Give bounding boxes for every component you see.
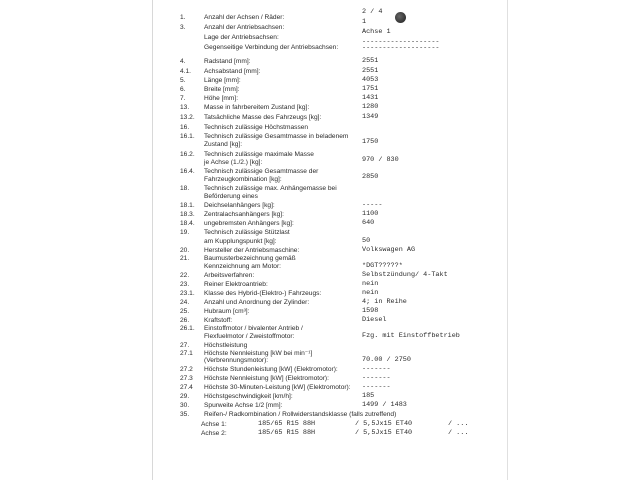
punch-hole-icon [395, 12, 406, 23]
row-value: Diesel [362, 316, 387, 324]
row-label: (Verbrennungsmotor): [204, 357, 269, 364]
row-label: Kraftstoff: [204, 317, 233, 324]
row-label: Einstoffmotor / bivalenter Antrieb / [204, 325, 303, 332]
row-label: Zustand [kg]: [204, 141, 243, 148]
row-label: Tatsächliche Masse des Fahrzeugs [kg]: [204, 114, 322, 121]
tire-axle-1-extra: / ... [448, 420, 469, 428]
row-number: 18.1. [180, 202, 195, 209]
row-number: 16. [180, 124, 190, 131]
row-number: 23.1. [180, 290, 195, 297]
drive-axle-link-value-2: ------------------- [362, 44, 440, 52]
row-value: 2551 [362, 57, 379, 65]
row-value: Selbstzündung/ 4-Takt [362, 271, 448, 279]
row-value: 1349 [362, 113, 379, 121]
row-number: 22. [180, 272, 190, 279]
row-label: Höchste Nennleistung [kW] (Elektromotor): [204, 375, 329, 382]
row-label: Achsabstand [mm]: [204, 68, 261, 75]
row-label: Technisch zulässige Höchstmassen [204, 124, 309, 131]
tire-axle-2-size: 185/65 R15 88H [258, 429, 316, 437]
row-value: 1750 [362, 138, 379, 146]
row-label: ungebremsten Anhängers [kg]: [204, 220, 294, 227]
row-number: 18.3. [180, 211, 195, 218]
row-value: nein [362, 289, 379, 297]
row-label: Breite [mm]: [204, 86, 240, 93]
row-number: 26.1. [180, 325, 195, 332]
row-label: Technisch zulässige Gesamtmasse der [204, 168, 319, 175]
row-number: 1. [180, 14, 186, 21]
row-label: Flexfuelmotor / Zweistoffmotor: [204, 333, 295, 340]
row-value: ----- [362, 201, 383, 209]
row-value: 185 [362, 392, 375, 400]
row-number: 27.3 [180, 375, 193, 382]
row-label: Arbeitsverfahren: [204, 272, 255, 279]
row-number: 26. [180, 317, 190, 324]
row-value: 4; in Reihe [362, 298, 407, 306]
row-value: 2850 [362, 173, 379, 181]
row-label: Anzahl der Antriebsachsen: [204, 24, 285, 31]
row-number: 24. [180, 299, 190, 306]
row-label: Radstand [mm]: [204, 58, 251, 65]
row-number: 16.1. [180, 133, 195, 140]
row-number: 25. [180, 308, 190, 315]
row-value: 4053 [362, 76, 379, 84]
row-number: 3. [180, 24, 186, 31]
row-number: 5. [180, 77, 186, 84]
row-label: Fahrzeugkombination [kg]: [204, 176, 282, 183]
row-number: 23. [180, 281, 190, 288]
row-label: Klasse des Hybrid-(Elektro-) Fahrzeugs: [204, 290, 322, 297]
row-label: Reiner Elektroantrieb: [204, 281, 268, 288]
row-number: 27. [180, 342, 190, 349]
row-label: Reifen-/ Radkombination / Rollwiderstandsklasse (falls zutreffend) [204, 411, 397, 418]
row-label: Höhe [mm]: [204, 95, 239, 102]
tire-axle-2-rim: / 5,5Jx15 ET40 [355, 429, 413, 437]
row-value: nein [362, 280, 379, 288]
row-number: 18. [180, 185, 190, 192]
axle-wheel-value: 2 / 4 [362, 8, 383, 16]
row-number: 30. [180, 402, 190, 409]
row-value: ------- [362, 383, 391, 391]
row-label: Länge [mm]: [204, 77, 241, 84]
row-value: Fzg. mit Einstoffbetrieb [362, 332, 460, 340]
tire-axle-2-label: Achse 2: [201, 430, 227, 437]
row-label: Anzahl und Anordnung der Zylinder: [204, 299, 310, 306]
drive-axle-link-value: ------------------- [362, 38, 440, 46]
row-label: Gegenseitige Verbindung der Antriebsachsen: [204, 44, 339, 51]
row-number: 13.2. [180, 114, 195, 121]
row-number: 4.1. [180, 68, 191, 75]
row-label: Anzahl der Achsen / Räder: [204, 14, 285, 21]
tire-axle-1-rim: / 5,5Jx15 ET40 [355, 420, 413, 428]
row-label: Deichselanhängers [kg]: [204, 202, 275, 209]
row-label: Höchste 30-Minuten-Leistung [kW] (Elektromotor): [204, 384, 351, 391]
row-label: Hubraum [cm³]: [204, 308, 250, 315]
row-number: 35. [180, 411, 190, 418]
row-value: Volkswagen AG [362, 246, 416, 254]
drive-axle-position-value: Achse 1 [362, 28, 391, 36]
row-number: 13. [180, 104, 190, 111]
row-number: 16.2. [180, 151, 195, 158]
row-value: 2551 [362, 67, 379, 75]
row-value: 970 / 830 [362, 156, 399, 164]
row-value: 1100 [362, 210, 379, 218]
row-label: am Kupplungspunkt [kg]: [204, 238, 277, 245]
row-number: 20. [180, 247, 190, 254]
row-label: Höchste Nennleistung [kW bei min⁻¹] [204, 350, 313, 357]
row-value: ------- [362, 365, 391, 373]
row-number: 29. [180, 393, 190, 400]
tire-axle-1-size: 185/65 R15 88H [258, 420, 316, 428]
tire-axle-2-extra: / ... [448, 429, 469, 437]
row-label: Höchstgeschwindigkeit [km/h]: [204, 393, 293, 400]
row-label: Technisch zulässige Stützlast [204, 229, 290, 236]
row-value: 1598 [362, 307, 379, 315]
row-label: Technisch zulässige Gesamtmasse in beladenem [204, 133, 349, 140]
row-number: 18.4. [180, 220, 195, 227]
row-label: Lage der Antriebsachsen: [204, 34, 279, 41]
row-label: Spurweite Achse 1/2 [mm]: [204, 402, 283, 409]
row-label: Hersteller der Antriebsmaschine: [204, 247, 300, 254]
row-number: 21. [180, 255, 190, 262]
row-value: 50 [362, 237, 371, 245]
row-number: 16.4. [180, 168, 195, 175]
row-label: Höchste Stundenleistung [kW] (Elektromotor): [204, 366, 338, 373]
row-number: 27.2 [180, 366, 193, 373]
row-number: 6. [180, 86, 186, 93]
row-label: Technisch zulässige maximale Masse [204, 151, 314, 158]
row-value: 640 [362, 219, 375, 227]
row-label: je Achse (1./2.) [kg]: [204, 159, 263, 166]
row-value: 1751 [362, 85, 379, 93]
row-number: 4. [180, 58, 186, 65]
row-value: 70.00 / 2750 [362, 356, 411, 364]
row-label: Zentralachsanhängers [kg]: [204, 211, 284, 218]
row-number: 27.1 [180, 350, 193, 357]
drive-axle-value: 1 [362, 18, 367, 26]
row-number: 19. [180, 229, 190, 236]
row-value: 1280 [362, 103, 379, 111]
row-label: Beförderung eines [204, 193, 258, 200]
row-label: Höchstleistung [204, 342, 248, 349]
row-number: 27.4 [180, 384, 193, 391]
row-value: *DGT?????* [362, 262, 403, 270]
row-label: Technisch zulässige max. Anhängemasse bei [204, 185, 337, 192]
row-label: Kennzeichnung am Motor: [204, 263, 281, 270]
row-label: Masse in fahrbereitem Zustand [kg]: [204, 104, 310, 111]
row-value: ------- [362, 374, 391, 382]
row-value: 1499 / 1483 [362, 401, 407, 409]
row-label: Baumusterbezeichnung gemäß [204, 255, 296, 262]
row-number: 7. [180, 95, 186, 102]
tire-axle-1-label: Achse 1: [201, 421, 227, 428]
row-value: 1431 [362, 94, 379, 102]
